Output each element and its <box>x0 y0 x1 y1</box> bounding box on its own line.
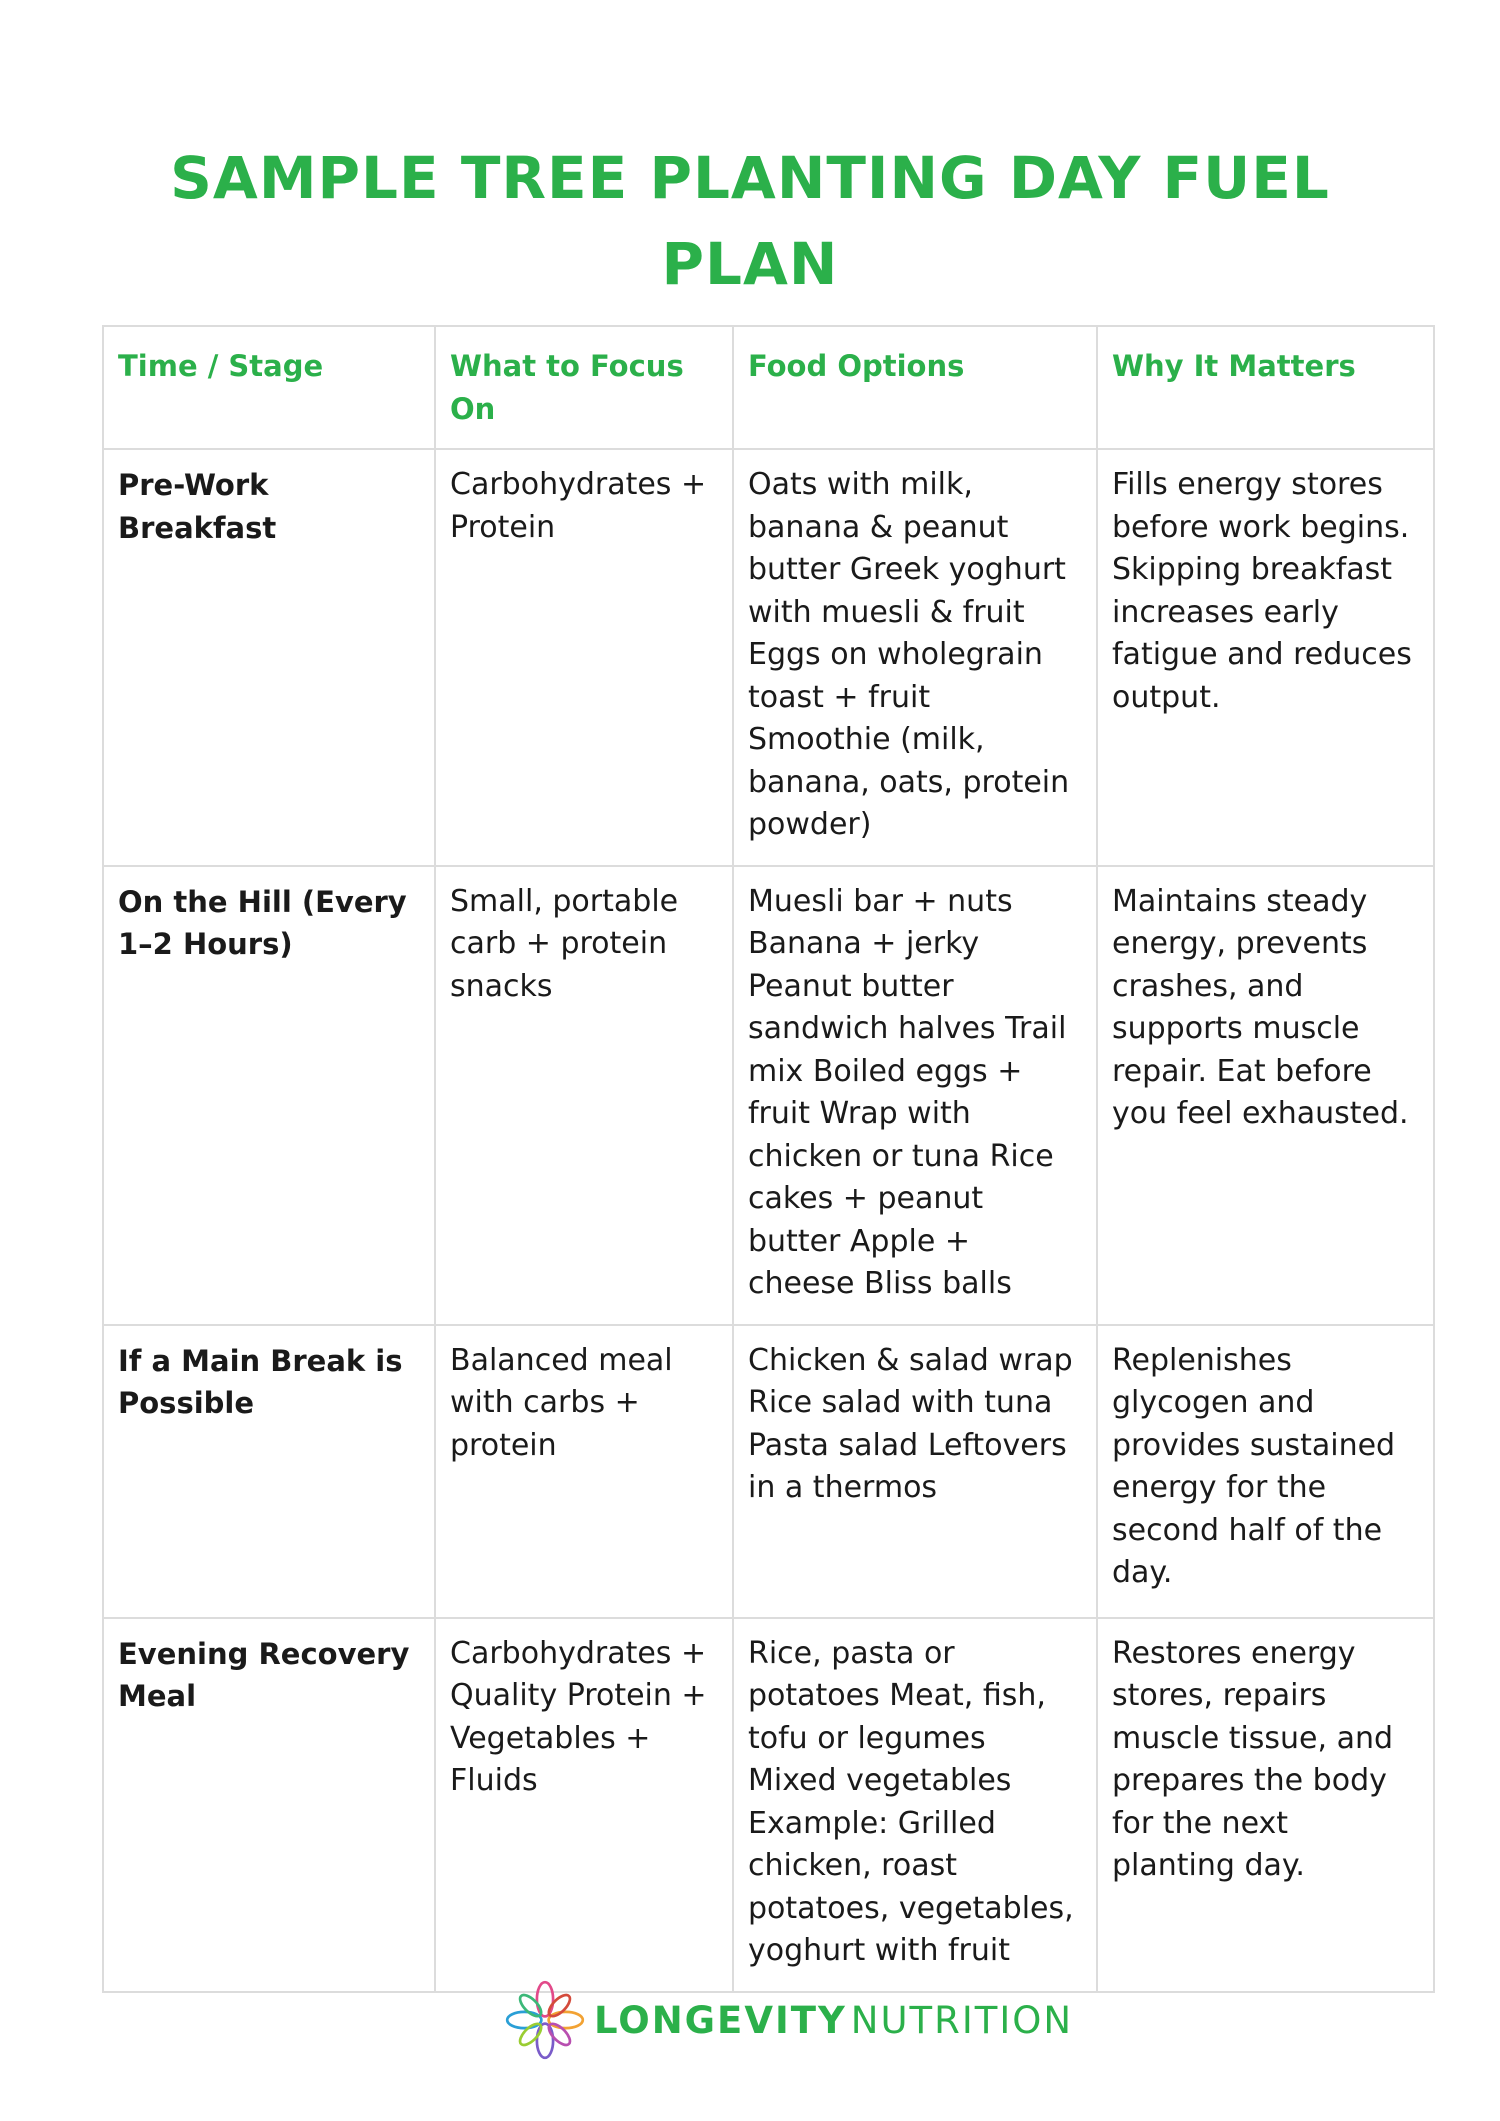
header-time-stage: Time / Stage <box>103 326 435 449</box>
brand-wordmark <box>594 1999 1073 2042</box>
focus-cell: Small, portable carb + protein snacks <box>435 866 733 1325</box>
stage-cell: Evening Recovery Meal <box>103 1618 435 1992</box>
food-options-cell: Rice, pasta or potatoes Meat, fish, tofu or legumes Mixed vegetables Example: Grilled chicken, roast potatoes, vegetables, yoghurt with fruit <box>733 1618 1097 1992</box>
fuel-plan-table <box>102 325 1435 1993</box>
why-cell: Replenishes glycogen and provides sustained energy for the second half of the day. <box>1097 1325 1434 1618</box>
table-row <box>103 1618 1434 1992</box>
focus-cell: Balanced meal with carbs + protein <box>435 1325 733 1618</box>
stage-cell: If a Main Break is Possible <box>103 1325 435 1618</box>
header-focus: What to Focus On <box>435 326 733 449</box>
table-header-row <box>103 326 1434 449</box>
brand-word-longevity: LONGEVITY <box>594 1998 847 2042</box>
focus-cell: Carbohydrates + Protein <box>435 449 733 866</box>
why-cell: Fills energy stores before work begins. Skipping breakfast increases early fatigue and reduces output. <box>1097 449 1434 866</box>
page-title: SAMPLE TREE PLANTING DAY FUEL PLAN <box>170 144 1330 298</box>
header-why: Why It Matters <box>1097 326 1434 449</box>
food-options-cell: Oats with milk, banana & peanut butter Greek yoghurt with muesli & fruit Eggs on wholegrain toast + fruit Smoothie (milk, banana, oats, protein powder) <box>733 449 1097 866</box>
flower-logo-icon <box>500 1975 590 2065</box>
table-row <box>103 866 1434 1325</box>
stage-cell: On the Hill (Every 1–2 Hours) <box>103 866 435 1325</box>
food-options-cell: Muesli bar + nuts Banana + jerky Peanut butter sandwich halves Trail mix Boiled eggs + fruit Wrap with chicken or tuna Rice cakes + peanut butter Apple + cheese Bliss balls <box>733 866 1097 1325</box>
food-options-cell: Chicken & salad wrap Rice salad with tuna Pasta salad Leftovers in a thermos <box>733 1325 1097 1618</box>
stage-cell: Pre-Work Breakfast <box>103 449 435 866</box>
brand-word-nutrition: NUTRITION <box>850 1998 1074 2042</box>
focus-cell: Carbohydrates + Quality Protein + Vegetables + Fluids <box>435 1618 733 1992</box>
table-row <box>103 449 1434 866</box>
why-cell: Restores energy stores, repairs muscle tissue, and prepares the body for the next planting day. <box>1097 1618 1434 1992</box>
table-row <box>103 1325 1434 1618</box>
brand-logo <box>500 1982 1073 2058</box>
header-food-options: Food Options <box>733 326 1097 449</box>
why-cell: Maintains steady energy, prevents crashes, and supports muscle repair. Eat before you feel exhausted. <box>1097 866 1434 1325</box>
